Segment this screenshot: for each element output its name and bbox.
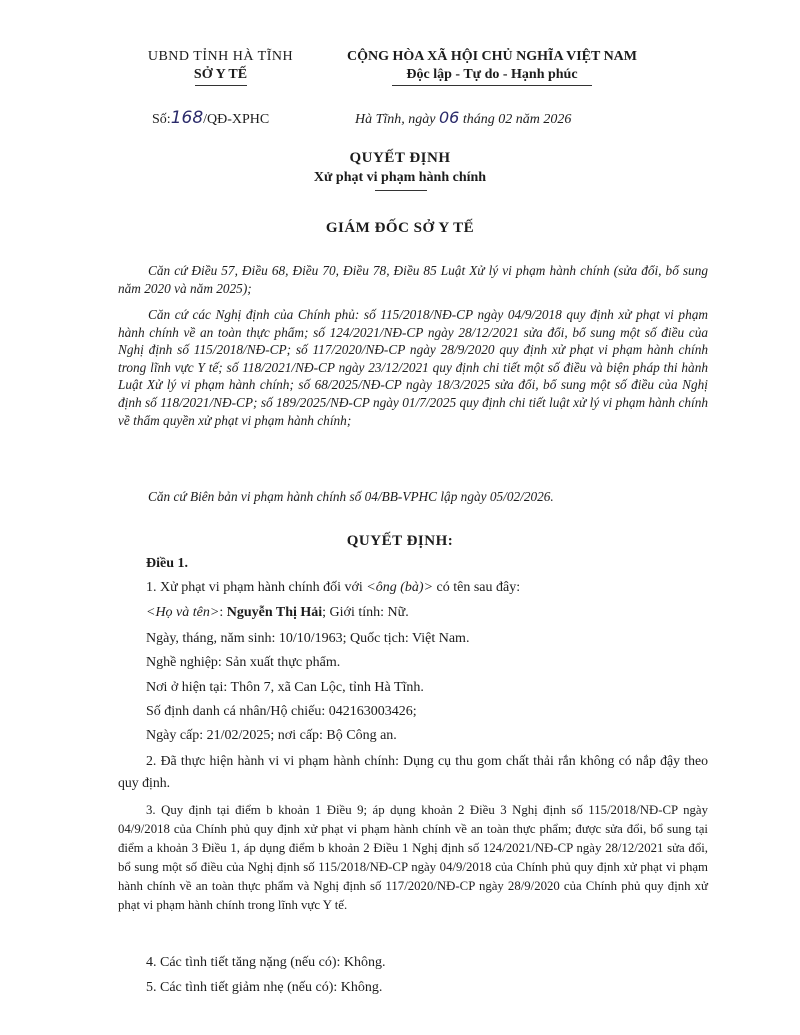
- violator-residence: Nơi ở hiện tại: Thôn 7, xã Can Lộc, tỉnh Hà Tĩnh.: [146, 680, 424, 695]
- place-and-date: [355, 108, 571, 128]
- date-prefix: Hà Tĩnh, ngày: [355, 112, 436, 127]
- doc-number-handwritten: 168: [170, 108, 204, 128]
- document-number: [152, 108, 269, 128]
- preamble-paragraph: Căn cứ Biên bản vi phạm hành chính số 04/BB-VPHC lập ngày 05/02/2026.: [148, 489, 554, 504]
- national-motto: Độc lập - Tự do - Hạnh phúc: [406, 67, 578, 82]
- national-heading-block: [322, 48, 662, 86]
- violator-id-number: Số định danh cá nhân/Hộ chiếu: 042163003426;: [146, 704, 417, 719]
- item-4: 4. Các tình tiết tăng nặng (nếu có): Không.: [146, 955, 386, 970]
- date-day-handwritten: 06: [439, 108, 460, 127]
- doc-number-suffix: /QĐ-XPHC: [203, 112, 270, 127]
- item-1-text: 1. Xử phạt vi phạm hành chính đối với: [146, 580, 367, 595]
- issuing-authority: GIÁM ĐỐC SỞ Y TẾ: [325, 220, 475, 236]
- preamble-record: [118, 488, 708, 506]
- item-2-text: 2. Đã thực hiện hành vi vi phạm hành chính: Dụng cụ thu gom chất thải rắn không có nắp đậy theo quy định.: [118, 753, 708, 790]
- violator-name-line: [146, 605, 409, 621]
- item-5: 5. Các tình tiết giảm nhẹ (nếu có): Không.: [146, 980, 383, 995]
- violator-id-issued: Ngày cấp: 21/02/2025; nơi cấp: Bộ Công an.: [146, 728, 397, 743]
- motto-underline: [392, 85, 592, 86]
- decision-heading: QUYẾT ĐỊNH:: [346, 533, 454, 549]
- agency-name: UBND TỈNH HÀ TĨNH: [147, 49, 294, 64]
- violator-birth: Ngày, tháng, năm sinh: 10/10/1963; Quốc tịch: Việt Nam.: [146, 631, 470, 646]
- violator-occupation: Nghề nghiệp: Sản xuất thực phẩm.: [146, 655, 341, 670]
- date-suffix: tháng 02 năm 2026: [462, 112, 572, 127]
- subtitle-underline: [375, 190, 427, 191]
- doc-number-prefix: Số:: [152, 112, 171, 127]
- item-1-text-end: có tên sau đây:: [433, 580, 521, 595]
- item-1: [146, 580, 520, 596]
- name-separator: :: [219, 605, 227, 620]
- item-3: [118, 801, 708, 915]
- department-name: SỞ Y TẾ: [193, 67, 248, 82]
- department-underline: [195, 85, 247, 86]
- preamble-paragraph: Căn cứ Điều 57, Điều 68, Điều 70, Điều 78, Điều 85 Luật Xử lý vi phạm hành chính (sửa đổi, bổ sung năm 2020 và năm 2025);: [118, 263, 708, 296]
- republic-name: CỘNG HÒA XÃ HỘI CHỦ NGHĨA VIỆT NAM: [346, 49, 637, 64]
- violator-name: Nguyễn Thị Hải: [226, 605, 323, 620]
- item-3-text: 3. Quy định tại điểm b khoản 1 Điều 9; áp dụng khoản 2 Điều 3 Nghị định số 115/2018/NĐ-CP ngày 04/9/2018 của Chính phủ quy định xử phạt vi phạm hành chính về an toàn thực phẩm; được sửa đổi, bổ sung tại điểm a khoản 3 Điều 1, áp dụng điểm b khoản 2 Điều 1 Nghị định số 124/2021/NĐ-CP ngày 28/12/2021 sửa đổi, bổ sung một số điều của Nghị định số 115/2018/NĐ-CP ngày 04/9/2018 của Chính phủ quy định xử phạt vi phạm hành chính về an toàn thực phẩm và Nghị định số 117/2020/NĐ-CP ngày 28/9/2020 của Chính phủ quy định xử phạt vi phạm hành chính trong lĩnh vực Y tế.: [118, 803, 708, 912]
- preamble-decrees: [118, 306, 708, 429]
- article-1-heading: Điều 1.: [146, 556, 188, 571]
- name-label: <Họ và tên>: [146, 605, 220, 620]
- issuing-agency-block: [118, 48, 323, 86]
- preamble-law: [118, 262, 708, 297]
- item-1-placeholder: <ông (bà)>: [366, 580, 434, 595]
- document-title: QUYẾT ĐỊNH: [349, 150, 451, 166]
- preamble-paragraph: Căn cứ các Nghị định của Chính phủ: số 115/2018/NĐ-CP ngày 04/9/2018 quy định xử phạt vi phạm hành chính về an toàn thực phẩm; số 124/2021/NĐ-CP ngày 28/12/2021 sửa đổi, bổ sung một số điều của Nghị định số 115/2018/NĐ-CP; số 117/2020/NĐ-CP ngày 28/9/2020 quy định xử phạt vi phạm hành chính trong lĩnh vực Y tế; số 118/2021/NĐ-CP ngày 23/12/2021 quy định chi tiết một số điều và biện pháp thi hành Luật Xử lý vi phạm hành chính; số 68/2025/NĐ-CP ngày 18/3/2025 sửa đổi, bổ sung một số điều của Nghị định số 118/2021/NĐ-CP; số 189/2025/NĐ-CP ngày 01/7/2025 quy định chi tiết luật xử lý vi phạm hành chính về thẩm quyền xử phạt vi phạm hành chính;: [118, 307, 708, 428]
- item-2: [118, 750, 708, 794]
- violator-gender: ; Giới tính: Nữ.: [322, 605, 409, 620]
- document-subtitle: Xử phạt vi phạm hành chính: [313, 170, 487, 185]
